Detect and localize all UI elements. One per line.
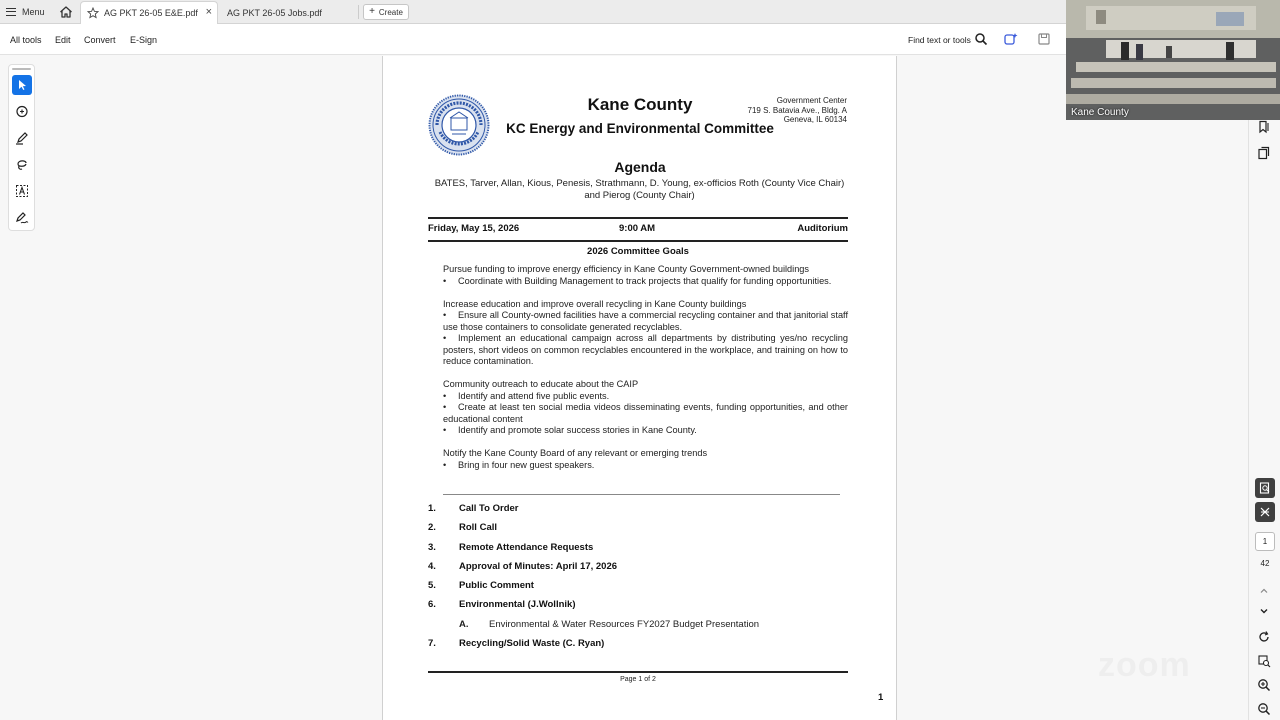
- find-tools-search[interactable]: Find text or tools: [908, 35, 971, 45]
- agenda-item: [428, 580, 848, 599]
- address-block: [748, 96, 847, 125]
- agenda-item-number: 1.: [428, 503, 436, 514]
- save-icon[interactable]: [1037, 32, 1051, 46]
- agenda-item: [428, 503, 848, 522]
- all-tools-tab[interactable]: All tools: [10, 35, 42, 45]
- goal-bullet: [443, 333, 848, 368]
- divider: [428, 240, 848, 242]
- goal-bullet-text: Coordinate with Building Management to track projects that qualify for funding opportunities.: [458, 275, 832, 286]
- agenda-item: [428, 522, 848, 541]
- chevron-up-icon[interactable]: [1257, 584, 1271, 598]
- agenda-item-number: 5.: [428, 580, 436, 592]
- zoom-watermark: zoom: [1098, 646, 1191, 684]
- tab-label: AG PKT 26-05 Jobs.pdf: [227, 7, 322, 18]
- zoom-in-icon[interactable]: [1257, 678, 1271, 692]
- agenda-item: [428, 561, 848, 580]
- hamburger-icon: [6, 8, 16, 16]
- page-footer: Page 1 of 2: [620, 676, 656, 683]
- meeting-date: Friday, May 15, 2026: [428, 223, 520, 234]
- video-feed[interactable]: [1066, 0, 1280, 120]
- agenda-item-number: 3.: [428, 541, 436, 553]
- goal-bullet: [443, 391, 848, 403]
- convert-tab[interactable]: Convert: [84, 35, 116, 45]
- edit-tab[interactable]: Edit: [55, 35, 71, 45]
- search-icon[interactable]: [974, 32, 988, 46]
- agenda-item-text: Approval of Minutes: April 17, 2026: [459, 560, 618, 572]
- goal-bullet-text: Identify and promote solar success stories in Kane County.: [458, 425, 697, 435]
- total-pages: 42: [1260, 559, 1270, 568]
- agenda-item-text: Environmental (J.Wollnik): [459, 599, 576, 611]
- bullet-icon: •: [443, 390, 447, 401]
- goal-bullet-text: Bring in four new guest speakers.: [458, 459, 595, 470]
- goal-heading: Notify the Kane County Board of any relevant or emerging trends: [443, 448, 708, 458]
- plus-icon: +: [369, 6, 375, 17]
- chevron-down-icon[interactable]: [1257, 604, 1271, 618]
- rotate-icon[interactable]: [1257, 630, 1271, 644]
- agenda-item: [428, 638, 848, 657]
- bullet-icon: •: [443, 425, 447, 435]
- create-button[interactable]: [363, 4, 409, 20]
- zoom-marquee-icon[interactable]: [1257, 654, 1271, 668]
- footer-divider: [428, 671, 848, 673]
- find-page-button[interactable]: [1255, 478, 1275, 498]
- tab-divider: [358, 5, 359, 19]
- meeting-room-image: [1066, 0, 1280, 120]
- address-line: Geneva, IL 60134: [783, 115, 847, 124]
- goal-heading: Pursue funding to improve energy efficiency in Kane County Government-owned buildings: [443, 264, 810, 274]
- agenda-item-text: Call To Order: [459, 503, 519, 514]
- goal-block: [443, 448, 848, 471]
- bullet-icon: •: [443, 310, 447, 320]
- agenda-item-text: Environmental & Water Resources FY2027 Budget Presentation: [489, 618, 760, 630]
- address-line: Government Center: [776, 96, 847, 105]
- address-line: 719 S. Batavia Ave., Bldg. A: [747, 105, 847, 115]
- goal-bullet: [443, 460, 848, 472]
- tab-label: AG PKT 26-05 E&E.pdf: [104, 8, 198, 18]
- e-sign-tab[interactable]: E-Sign: [130, 35, 158, 45]
- create-label: Create: [378, 7, 403, 17]
- goal-heading: Community outreach to educate about the CAIP: [443, 379, 639, 389]
- current-page-input[interactable]: 1: [1255, 532, 1275, 551]
- close-icon[interactable]: ×: [205, 6, 212, 18]
- goal-bullet-text: Create at least ten social media videos disseminating events, funding opportunities, and other educational content: [443, 402, 848, 424]
- right-panel-rail: [1248, 24, 1280, 720]
- menu-button[interactable]: [6, 4, 45, 20]
- compare-button[interactable]: [1255, 502, 1275, 522]
- bullet-icon: •: [443, 402, 447, 412]
- committee-members: BATES, Tarver, Allan, Kious, Penesis, Strathmann, D. Young, ex-officios Roth (County Vice Chair) and Pierog (County Chair): [434, 178, 845, 201]
- goals-list: [443, 264, 848, 483]
- bullet-icon: •: [443, 275, 447, 286]
- zoom-out-icon[interactable]: [1257, 702, 1271, 716]
- agenda-item-text: Public Comment: [459, 580, 534, 592]
- menu-label: Menu: [22, 7, 45, 17]
- agenda-item-number: 4.: [428, 560, 436, 572]
- agenda-subitem: [428, 619, 848, 638]
- goal-bullet-text: Identify and attend five public events.: [458, 390, 610, 401]
- agenda-item: [428, 599, 848, 618]
- divider: [428, 217, 848, 219]
- agenda-item-text: Recycling/Solid Waste (C. Ryan): [459, 638, 605, 650]
- goal-bullet-text: Ensure all County-owned facilities have a commercial recycling container and that janitorial staff use those containers to consolidate generated recyclables.: [443, 310, 848, 332]
- agenda-items: [428, 503, 848, 657]
- goal-bullet-text: Implement an educational campaign across all departments by distributing yes/no recycling posters, short videos on common recyclables encountered in the workplace, and training on how to reduce contamination.: [443, 333, 848, 366]
- goal-heading: Increase education and improve overall recycling in Kane County buildings: [443, 298, 747, 309]
- page-number: 1: [878, 692, 884, 703]
- pdf-page[interactable]: [382, 56, 897, 720]
- video-participant-label: Kane County: [1071, 107, 1129, 118]
- committee-title: KC Energy and Environmental Committee: [506, 121, 774, 136]
- goal-bullet: [443, 402, 848, 425]
- agenda-item-text: Roll Call: [459, 522, 498, 534]
- star-icon[interactable]: [87, 7, 99, 19]
- compare-icon: [1259, 506, 1271, 518]
- home-icon[interactable]: [58, 4, 74, 20]
- tab-jobs-pdf[interactable]: [220, 1, 358, 24]
- goal-bullet: [443, 425, 848, 437]
- bullet-icon: •: [443, 459, 447, 470]
- meeting-location: Auditorium: [797, 223, 848, 234]
- meeting-time: 9:00 AM: [619, 223, 656, 234]
- document-search-icon: [1259, 482, 1271, 494]
- goal-block: [443, 264, 848, 287]
- divider: [443, 494, 840, 495]
- bookmark-icon[interactable]: [1257, 120, 1271, 134]
- agenda-item-number: 6.: [428, 599, 436, 611]
- org-title: Kane County: [587, 95, 693, 114]
- agenda-title: Agenda: [614, 159, 666, 175]
- kane-county-seal-icon: [428, 94, 490, 156]
- agenda-item-number: 7.: [428, 638, 436, 650]
- goal-block: [443, 299, 848, 368]
- goal-bullet: [443, 276, 848, 288]
- agenda-item-text: Remote Attendance Requests: [459, 541, 594, 553]
- goal-block: [443, 379, 848, 437]
- ai-assistant-icon[interactable]: [1004, 32, 1018, 46]
- main-toolbar: [0, 24, 1066, 55]
- goal-bullet: [443, 310, 848, 333]
- agenda-item-number: A.: [459, 618, 469, 630]
- copy-pages-icon[interactable]: [1257, 146, 1271, 160]
- tab-e-and-e-pdf[interactable]: [80, 1, 218, 24]
- goals-title: 2026 Committee Goals: [587, 246, 689, 257]
- agenda-item: [428, 542, 848, 561]
- agenda-item-number: 2.: [428, 522, 436, 534]
- bullet-icon: •: [443, 333, 447, 343]
